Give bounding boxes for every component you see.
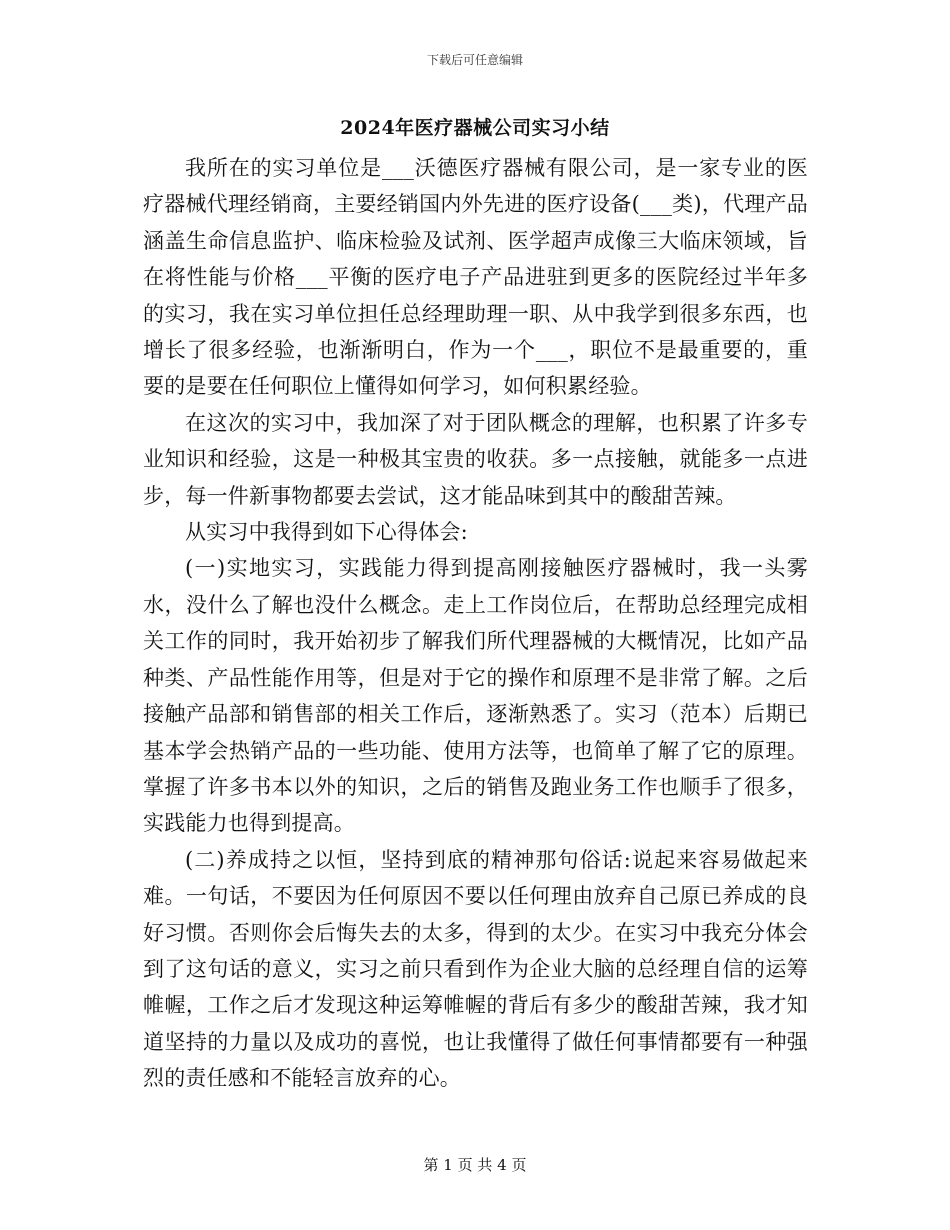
paragraph-intro: 我所在的实习单位是___沃德医疗器械有限公司，是一家专业的医疗器械代理经销商，主要经销国内外先进的医疗设备(___类)，代理产品涵盖生命信息监护、临床检验及试剂、医学超声成像三大临床领域，旨在将性能与价格___平衡的医疗电子产品进驻到更多的医院经过半年多的实习，我在实习单位担任总经理助理一职、从中我学到很多东西，也增长了很多经验，也渐渐明白，作为一个___，职位不是最重要的，重要的是要在任何职位上懂得如何学习，如何积累经验。 — [143, 156, 808, 399]
page-number: 第 1 页 共 4 页 — [423, 1156, 527, 1174]
page-header-note: 下载后可任意编辑 — [426, 53, 523, 67]
document-body — [143, 150, 808, 1097]
paragraph-lessons-heading: 从实习中我得到如下心得体会: — [185, 520, 468, 545]
document-title: 2024年医疗器械公司实习小结 — [340, 117, 610, 139]
paragraph-lesson-1: (一)实地实习，实践能力得到提高刚接触医疗器械时，我一头雾水，没什么了解也没什么概念。走上工作岗位后，在帮助总经理完成相关工作的同时，我开始初步了解我们所代理器械的大概情况，比如产品种类、产品性能作用等，但是对于它的操作和原理不是非常了解。之后接触产品部和销售部的相关工作后，逐渐熟悉了。实习（范本）后期已基本学会热销产品的一些功能、使用方法等，也简单了解了它的原理。掌握了许多书本以外的知识，之后的销售及跑业务工作也顺手了很多，实践能力也得到提高。 — [143, 556, 808, 836]
paragraph-lesson-2: (二)养成持之以恒，坚持到底的精神那句俗话:说起来容易做起来难。一句话，不要因为任何原因不要以任何理由放弃自己原已养成的良好习惯。否则你会后悔失去的太多，得到的太少。在实习中我充分体会到了这句话的意义，实习之前只看到作为企业大脑的总经理自信的运筹帷幄，工作之后才发现这种运筹帷幄的背后有多少的酸甜苦辣，我才知道坚持的力量以及成功的喜悦，也让我懂得了做任何事情都要有一种强烈的责任感和不能轻言放弃的心。 — [143, 847, 808, 1091]
paragraph-team: 在这次的实习中，我加深了对于团队概念的理解，也积累了许多专业知识和经验，这是一种极其宝贵的收获。多一点接触，就能多一点进步，每一件新事物都要去尝试，这才能品味到其中的酸甜苦辣。 — [143, 410, 808, 508]
